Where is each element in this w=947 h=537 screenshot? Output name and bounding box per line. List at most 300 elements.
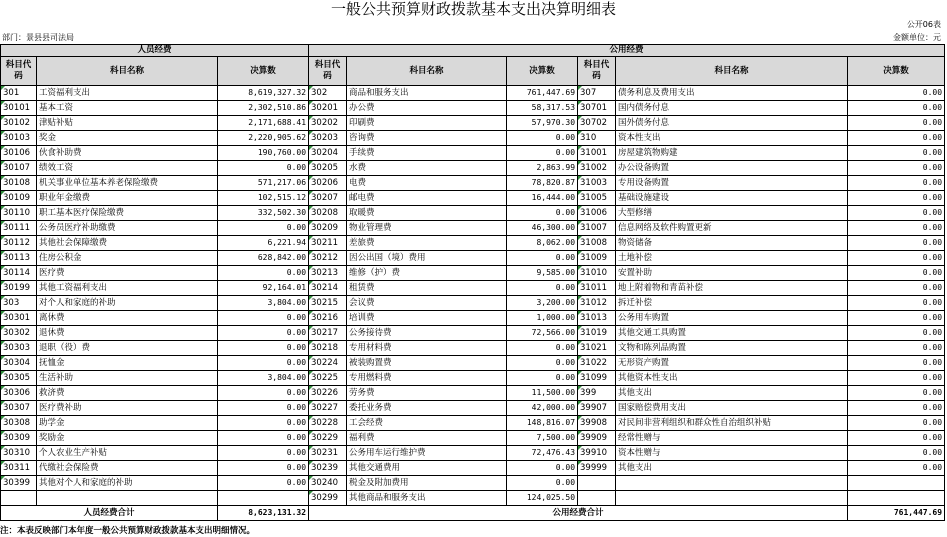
header-name: 科目名称 bbox=[347, 57, 507, 86]
table-row bbox=[1, 386, 945, 401]
cell-name bbox=[616, 491, 848, 506]
cell-name: 国家赔偿费用支出 bbox=[616, 401, 848, 416]
cell-name: 邮电费 bbox=[347, 191, 507, 206]
table-row bbox=[1, 431, 945, 446]
cell-name: 退职（役）费 bbox=[37, 341, 218, 356]
cell-amount: 0.00 bbox=[848, 176, 945, 191]
cell-name: 个人农业生产补贴 bbox=[37, 446, 218, 461]
cell-amount: 57,970.30 bbox=[507, 116, 578, 131]
cell-amount: 0.00 bbox=[848, 251, 945, 266]
cell-name: 基础设施建设 bbox=[616, 191, 848, 206]
cell-amount: 332,502.30 bbox=[218, 206, 309, 221]
cell-code: 31002 bbox=[578, 161, 616, 176]
cell-amount: 0.00 bbox=[218, 416, 309, 431]
cell-amount: 0.00 bbox=[507, 251, 578, 266]
cell-code: 31007 bbox=[578, 221, 616, 236]
cell-amount: 628,842.00 bbox=[218, 251, 309, 266]
cell-name: 印刷费 bbox=[347, 116, 507, 131]
cell-name: 税金及附加费用 bbox=[347, 476, 507, 491]
cell-amount: 102,515.12 bbox=[218, 191, 309, 206]
cell-name: 其他资本性支出 bbox=[616, 371, 848, 386]
cell-code: 31021 bbox=[578, 341, 616, 356]
cell-name: 奖励金 bbox=[37, 431, 218, 446]
header-code: 科目代码 bbox=[1, 57, 37, 86]
cell-code: 30240 bbox=[309, 476, 347, 491]
cell-code: 39909 bbox=[578, 431, 616, 446]
cell-name: 对民间非营利组织和群众性自治组织补贴 bbox=[616, 416, 848, 431]
cell-code: 30225 bbox=[309, 371, 347, 386]
cell-amount: 0.00 bbox=[218, 326, 309, 341]
cell-code: 31010 bbox=[578, 266, 616, 281]
cell-name: 办公费 bbox=[347, 101, 507, 116]
cell-amount: 0.00 bbox=[848, 101, 945, 116]
cell-name: 公务用车运行维护费 bbox=[347, 446, 507, 461]
cell-code: 31013 bbox=[578, 311, 616, 326]
cell-amount: 0.00 bbox=[507, 476, 578, 491]
cell-amount: 46,300.00 bbox=[507, 221, 578, 236]
table-row bbox=[1, 191, 945, 206]
cell-name: 奖金 bbox=[37, 131, 218, 146]
cell-amount: 0.00 bbox=[218, 341, 309, 356]
cell-name: 咨询费 bbox=[347, 131, 507, 146]
cell-code: 31099 bbox=[578, 371, 616, 386]
cell-code: 30310 bbox=[1, 446, 37, 461]
cell-amount: 0.00 bbox=[507, 371, 578, 386]
table-row bbox=[1, 236, 945, 251]
cell-amount: 0.00 bbox=[218, 221, 309, 236]
cell-code: 39907 bbox=[578, 401, 616, 416]
header-code: 科目代码 bbox=[578, 57, 616, 86]
form-code: 公开06表 bbox=[906, 20, 941, 29]
cell-code: 30239 bbox=[309, 461, 347, 476]
table-row bbox=[1, 356, 945, 371]
cell-amount: 0.00 bbox=[507, 356, 578, 371]
cell-code: 31009 bbox=[578, 251, 616, 266]
cell-name: 土地补偿 bbox=[616, 251, 848, 266]
cell-amount: 0.00 bbox=[507, 206, 578, 221]
cell-amount: 1,000.00 bbox=[507, 311, 578, 326]
cell-code: 30304 bbox=[1, 356, 37, 371]
table-row bbox=[1, 446, 945, 461]
cell-code: 30302 bbox=[1, 326, 37, 341]
cell-name: 绩效工资 bbox=[37, 161, 218, 176]
department-label: 部门：景县县司法局 bbox=[2, 33, 74, 42]
cell-amount: 42,000.00 bbox=[507, 401, 578, 416]
public-total-amount: 761,447.69 bbox=[848, 506, 945, 521]
cell-name: 抚恤金 bbox=[37, 356, 218, 371]
column-header-row bbox=[1, 57, 945, 86]
cell-amount: 0.00 bbox=[218, 161, 309, 176]
section-personnel: 人员经费 bbox=[1, 45, 309, 57]
cell-code: 30106 bbox=[1, 146, 37, 161]
cell-name: 津贴补贴 bbox=[37, 116, 218, 131]
cell-amount: 2,863.99 bbox=[507, 161, 578, 176]
cell-amount: 0.00 bbox=[848, 206, 945, 221]
cell-amount: 0.00 bbox=[507, 146, 578, 161]
cell-code bbox=[1, 491, 37, 506]
cell-name: 其他交通工具购置 bbox=[616, 326, 848, 341]
cell-code: 31006 bbox=[578, 206, 616, 221]
cell-code: 30206 bbox=[309, 176, 347, 191]
table-row bbox=[1, 221, 945, 236]
cell-amount: 0.00 bbox=[848, 311, 945, 326]
cell-amount: 0.00 bbox=[218, 266, 309, 281]
cell-name: 医疗费 bbox=[37, 266, 218, 281]
cell-name: 基本工资 bbox=[37, 101, 218, 116]
cell-name: 职业年金缴费 bbox=[37, 191, 218, 206]
table-row bbox=[1, 86, 945, 101]
cell-name: 劳务费 bbox=[347, 386, 507, 401]
cell-amount: 2,171,688.41 bbox=[218, 116, 309, 131]
table-row bbox=[1, 251, 945, 266]
cell-code bbox=[578, 476, 616, 491]
cell-name: 因公出国（境）费用 bbox=[347, 251, 507, 266]
table-row bbox=[1, 326, 945, 341]
cell-code: 30211 bbox=[309, 236, 347, 251]
cell-amount: 0.00 bbox=[507, 131, 578, 146]
table-row bbox=[1, 416, 945, 431]
cell-name: 工资福利支出 bbox=[37, 86, 218, 101]
cell-name: 机关事业单位基本养老保险缴费 bbox=[37, 176, 218, 191]
header-code: 科目代码 bbox=[309, 57, 347, 86]
cell-code: 30103 bbox=[1, 131, 37, 146]
cell-code: 30111 bbox=[1, 221, 37, 236]
cell-code: 30227 bbox=[309, 401, 347, 416]
cell-code: 30301 bbox=[1, 311, 37, 326]
unit-label: 金额单位：元 bbox=[893, 33, 941, 42]
header-name: 科目名称 bbox=[616, 57, 848, 86]
cell-name: 医疗费补助 bbox=[37, 401, 218, 416]
cell-code: 31019 bbox=[578, 326, 616, 341]
cell-name: 专用材料费 bbox=[347, 341, 507, 356]
cell-code: 30102 bbox=[1, 116, 37, 131]
cell-amount: 0.00 bbox=[848, 401, 945, 416]
cell-amount: 8,619,327.32 bbox=[218, 86, 309, 101]
cell-name: 助学金 bbox=[37, 416, 218, 431]
cell-code: 30201 bbox=[309, 101, 347, 116]
cell-code: 30213 bbox=[309, 266, 347, 281]
cell-code: 30107 bbox=[1, 161, 37, 176]
table-row bbox=[1, 461, 945, 476]
header-amount: 决算数 bbox=[848, 57, 945, 86]
cell-name: 拆迁补偿 bbox=[616, 296, 848, 311]
cell-amount: 0.00 bbox=[218, 476, 309, 491]
cell-name: 取暖费 bbox=[347, 206, 507, 221]
cell-amount: 3,804.00 bbox=[218, 296, 309, 311]
cell-code: 30702 bbox=[578, 116, 616, 131]
cell-amount: 0.00 bbox=[848, 146, 945, 161]
cell-code: 30113 bbox=[1, 251, 37, 266]
cell-code: 30109 bbox=[1, 191, 37, 206]
section-public: 公用经费 bbox=[309, 45, 945, 57]
cell-name: 代缴社会保险费 bbox=[37, 461, 218, 476]
cell-name: 办公设备购置 bbox=[616, 161, 848, 176]
cell-code: 301 bbox=[1, 86, 37, 101]
cell-code: 30231 bbox=[309, 446, 347, 461]
cell-code: 31011 bbox=[578, 281, 616, 296]
cell-name: 文物和陈列品购置 bbox=[616, 341, 848, 356]
cell-amount: 16,444.00 bbox=[507, 191, 578, 206]
cell-code: 30207 bbox=[309, 191, 347, 206]
cell-code: 30701 bbox=[578, 101, 616, 116]
cell-amount: 0.00 bbox=[848, 296, 945, 311]
cell-code: 30217 bbox=[309, 326, 347, 341]
cell-amount: 571,217.06 bbox=[218, 176, 309, 191]
cell-code: 30399 bbox=[1, 476, 37, 491]
table-row bbox=[1, 296, 945, 311]
cell-amount: 0.00 bbox=[218, 446, 309, 461]
cell-name: 工会经费 bbox=[347, 416, 507, 431]
cell-code: 30307 bbox=[1, 401, 37, 416]
cell-amount: 761,447.69 bbox=[507, 86, 578, 101]
cell-amount: 124,025.50 bbox=[507, 491, 578, 506]
header-amount: 决算数 bbox=[507, 57, 578, 86]
table-row bbox=[1, 146, 945, 161]
cell-code: 30305 bbox=[1, 371, 37, 386]
cell-name: 生活补助 bbox=[37, 371, 218, 386]
cell-code: 39999 bbox=[578, 461, 616, 476]
table-row bbox=[1, 341, 945, 356]
cell-code: 30204 bbox=[309, 146, 347, 161]
cell-amount: 0.00 bbox=[218, 431, 309, 446]
table-row bbox=[1, 311, 945, 326]
cell-amount: 0.00 bbox=[848, 371, 945, 386]
cell-name: 其他工资福利支出 bbox=[37, 281, 218, 296]
table-row bbox=[1, 176, 945, 191]
footnote: 注：本表反映部门本年度一般公共预算财政拨款基本支出明细情况。 bbox=[0, 526, 256, 536]
cell-code: 302 bbox=[309, 86, 347, 101]
cell-amount: 0.00 bbox=[848, 356, 945, 371]
table-row bbox=[1, 161, 945, 176]
personnel-total-label: 人员经费合计 bbox=[1, 506, 218, 521]
table-row bbox=[1, 491, 945, 506]
cell-amount: 0.00 bbox=[848, 446, 945, 461]
table-row bbox=[1, 401, 945, 416]
cell-name: 离休费 bbox=[37, 311, 218, 326]
cell-code: 30215 bbox=[309, 296, 347, 311]
cell-amount: 0.00 bbox=[848, 161, 945, 176]
cell-code: 30202 bbox=[309, 116, 347, 131]
header-amount: 决算数 bbox=[218, 57, 309, 86]
cell-code: 30299 bbox=[309, 491, 347, 506]
cell-code: 303 bbox=[1, 296, 37, 311]
cell-name: 无形资产购置 bbox=[616, 356, 848, 371]
cell-amount: 0.00 bbox=[848, 326, 945, 341]
cell-name: 房屋建筑物购建 bbox=[616, 146, 848, 161]
cell-name: 其他支出 bbox=[616, 386, 848, 401]
cell-name: 会议费 bbox=[347, 296, 507, 311]
cell-name: 福利费 bbox=[347, 431, 507, 446]
cell-amount: 0.00 bbox=[848, 131, 945, 146]
cell-name: 大型修缮 bbox=[616, 206, 848, 221]
cell-name: 电费 bbox=[347, 176, 507, 191]
cell-code: 31012 bbox=[578, 296, 616, 311]
cell-amount: 0.00 bbox=[218, 386, 309, 401]
cell-name: 物业管理费 bbox=[347, 221, 507, 236]
cell-name: 安置补助 bbox=[616, 266, 848, 281]
cell-name: 债务利息及费用支出 bbox=[616, 86, 848, 101]
cell-amount: 3,200.00 bbox=[507, 296, 578, 311]
cell-amount: 0.00 bbox=[507, 281, 578, 296]
table-row bbox=[1, 281, 945, 296]
cell-amount: 72,476.43 bbox=[507, 446, 578, 461]
cell-amount: 0.00 bbox=[218, 401, 309, 416]
cell-amount: 72,566.00 bbox=[507, 326, 578, 341]
cell-code: 31008 bbox=[578, 236, 616, 251]
cell-name bbox=[616, 476, 848, 491]
cell-amount: 0.00 bbox=[848, 386, 945, 401]
cell-amount: 0.00 bbox=[848, 191, 945, 206]
public-total-label: 公用经费合计 bbox=[309, 506, 848, 521]
cell-name: 差旅费 bbox=[347, 236, 507, 251]
section-header-row bbox=[1, 45, 945, 57]
cell-amount: 92,164.01 bbox=[218, 281, 309, 296]
cell-name bbox=[37, 491, 218, 506]
header-name: 科目名称 bbox=[37, 57, 218, 86]
cell-code: 30203 bbox=[309, 131, 347, 146]
cell-code: 31003 bbox=[578, 176, 616, 191]
cell-name: 物资储备 bbox=[616, 236, 848, 251]
cell-name: 公务用车购置 bbox=[616, 311, 848, 326]
cell-amount: 11,500.00 bbox=[507, 386, 578, 401]
cell-name: 资本性支出 bbox=[616, 131, 848, 146]
cell-code: 30308 bbox=[1, 416, 37, 431]
cell-name: 国外债务付息 bbox=[616, 116, 848, 131]
cell-code: 30214 bbox=[309, 281, 347, 296]
cell-code: 30229 bbox=[309, 431, 347, 446]
cell-code: 30112 bbox=[1, 236, 37, 251]
cell-amount: 58,317.53 bbox=[507, 101, 578, 116]
cell-code: 30205 bbox=[309, 161, 347, 176]
cell-amount: 0.00 bbox=[848, 221, 945, 236]
cell-name: 其他支出 bbox=[616, 461, 848, 476]
report-title: 一般公共预算财政拨款基本支出决算明细表 bbox=[330, 0, 616, 18]
cell-code: 307 bbox=[578, 86, 616, 101]
table-row bbox=[1, 266, 945, 281]
cell-amount bbox=[848, 476, 945, 491]
cell-amount: 0.00 bbox=[848, 461, 945, 476]
cell-name: 伙食补助费 bbox=[37, 146, 218, 161]
table-row bbox=[1, 101, 945, 116]
cell-amount: 0.00 bbox=[848, 431, 945, 446]
cell-code: 30108 bbox=[1, 176, 37, 191]
cell-amount: 8,062.00 bbox=[507, 236, 578, 251]
cell-name: 商品和服务支出 bbox=[347, 86, 507, 101]
cell-name: 维修（护）费 bbox=[347, 266, 507, 281]
cell-amount: 7,500.00 bbox=[507, 431, 578, 446]
cell-name: 国内债务付息 bbox=[616, 101, 848, 116]
cell-name: 对个人和家庭的补助 bbox=[37, 296, 218, 311]
cell-code: 399 bbox=[578, 386, 616, 401]
cell-amount: 0.00 bbox=[218, 311, 309, 326]
cell-amount: 0.00 bbox=[848, 341, 945, 356]
cell-code: 31005 bbox=[578, 191, 616, 206]
cell-code: 30209 bbox=[309, 221, 347, 236]
cell-name: 退休费 bbox=[37, 326, 218, 341]
cell-amount: 0.00 bbox=[507, 341, 578, 356]
cell-amount: 3,804.00 bbox=[218, 371, 309, 386]
cell-code: 31001 bbox=[578, 146, 616, 161]
cell-amount: 0.00 bbox=[848, 236, 945, 251]
cell-amount: 0.00 bbox=[848, 266, 945, 281]
cell-code: 30226 bbox=[309, 386, 347, 401]
cell-code: 30311 bbox=[1, 461, 37, 476]
cell-name: 其他交通费用 bbox=[347, 461, 507, 476]
cell-name: 公务接待费 bbox=[347, 326, 507, 341]
cell-amount: 0.00 bbox=[848, 416, 945, 431]
cell-name: 水费 bbox=[347, 161, 507, 176]
cell-name: 地上附着物和青苗补偿 bbox=[616, 281, 848, 296]
cell-amount: 6,221.94 bbox=[218, 236, 309, 251]
cell-name: 住房公积金 bbox=[37, 251, 218, 266]
cell-amount: 0.00 bbox=[507, 461, 578, 476]
cell-code: 30110 bbox=[1, 206, 37, 221]
cell-code: 30309 bbox=[1, 431, 37, 446]
cell-code: 30216 bbox=[309, 311, 347, 326]
cell-name: 经常性赠与 bbox=[616, 431, 848, 446]
cell-amount: 2,220,905.62 bbox=[218, 131, 309, 146]
cell-name: 其他社会保障缴费 bbox=[37, 236, 218, 251]
cell-amount: 2,302,510.86 bbox=[218, 101, 309, 116]
table-row bbox=[1, 131, 945, 146]
cell-name: 其他对个人和家庭的补助 bbox=[37, 476, 218, 491]
cell-amount: 78,820.87 bbox=[507, 176, 578, 191]
cell-amount: 190,760.00 bbox=[218, 146, 309, 161]
cell-code: 30218 bbox=[309, 341, 347, 356]
table-row bbox=[1, 476, 945, 491]
cell-code: 30114 bbox=[1, 266, 37, 281]
cell-code: 30199 bbox=[1, 281, 37, 296]
cell-amount: 9,585.00 bbox=[507, 266, 578, 281]
cell-code: 30224 bbox=[309, 356, 347, 371]
cell-name: 手续费 bbox=[347, 146, 507, 161]
cell-name: 租赁费 bbox=[347, 281, 507, 296]
cell-name: 职工基本医疗保险缴费 bbox=[37, 206, 218, 221]
cell-code: 39910 bbox=[578, 446, 616, 461]
cell-amount: 0.00 bbox=[218, 461, 309, 476]
cell-code: 30303 bbox=[1, 341, 37, 356]
personnel-total-amount: 8,623,131.32 bbox=[218, 506, 309, 521]
cell-code: 39908 bbox=[578, 416, 616, 431]
cell-name: 委托业务费 bbox=[347, 401, 507, 416]
cell-code: 30306 bbox=[1, 386, 37, 401]
cell-code bbox=[578, 491, 616, 506]
cell-amount: 0.00 bbox=[218, 356, 309, 371]
cell-amount bbox=[848, 491, 945, 506]
cell-name: 救济费 bbox=[37, 386, 218, 401]
cell-amount: 148,816.07 bbox=[507, 416, 578, 431]
cell-amount: 0.00 bbox=[848, 86, 945, 101]
cell-amount: 0.00 bbox=[848, 116, 945, 131]
cell-name: 信息网络及软件购置更新 bbox=[616, 221, 848, 236]
cell-code: 30208 bbox=[309, 206, 347, 221]
cell-name: 被装购置费 bbox=[347, 356, 507, 371]
cell-amount bbox=[218, 491, 309, 506]
cell-name: 公务员医疗补助缴费 bbox=[37, 221, 218, 236]
cell-code: 30212 bbox=[309, 251, 347, 266]
cell-name: 专用燃料费 bbox=[347, 371, 507, 386]
table-row bbox=[1, 371, 945, 386]
cell-code: 30101 bbox=[1, 101, 37, 116]
cell-code: 30228 bbox=[309, 416, 347, 431]
cell-code: 31022 bbox=[578, 356, 616, 371]
table-row bbox=[1, 206, 945, 221]
cell-code: 310 bbox=[578, 131, 616, 146]
cell-name: 其他商品和服务支出 bbox=[347, 491, 507, 506]
table-row bbox=[1, 116, 945, 131]
cell-name: 资本性赠与 bbox=[616, 446, 848, 461]
cell-name: 培训费 bbox=[347, 311, 507, 326]
